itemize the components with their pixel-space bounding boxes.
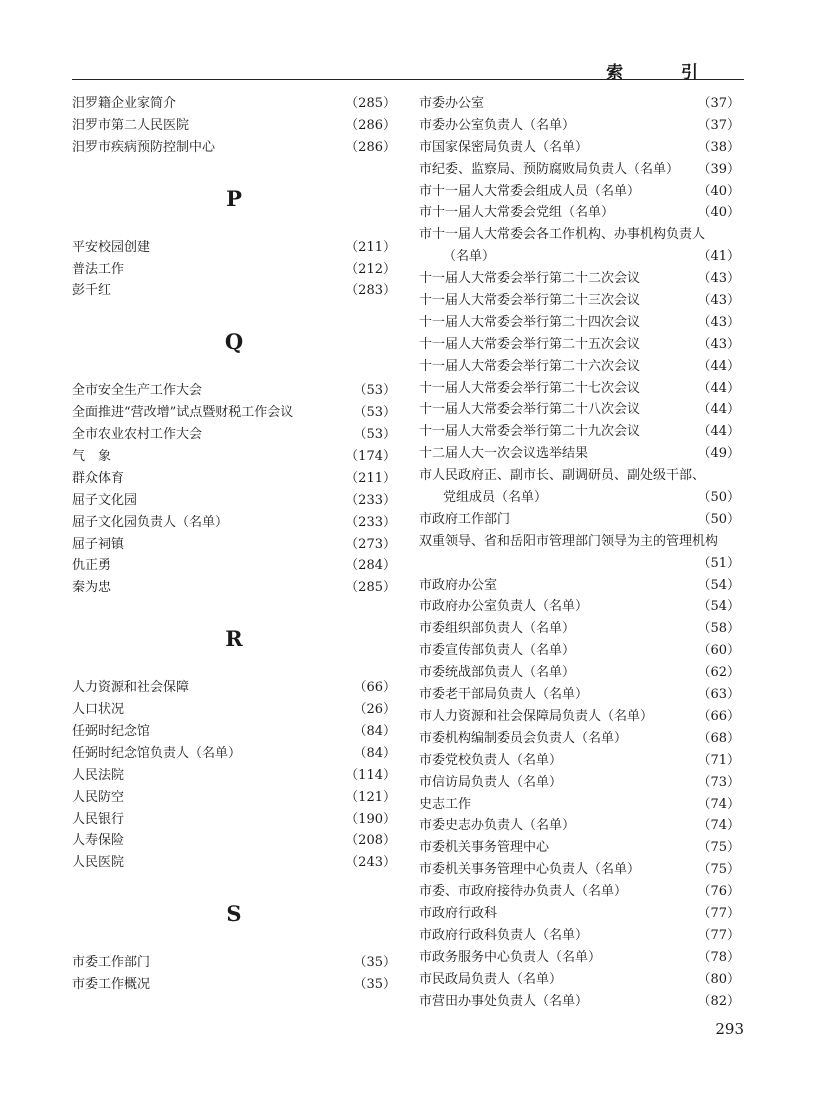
index-entry-page: （190） bbox=[345, 811, 396, 827]
index-entry bbox=[72, 446, 396, 468]
index-entry-term: 市信访局负责人（名单） bbox=[419, 774, 563, 790]
index-entry bbox=[419, 312, 740, 334]
index-entry-page: （76） bbox=[697, 884, 740, 900]
index-entry-term: 市委史志办负责人（名单） bbox=[419, 818, 576, 834]
index-entry-page: （38） bbox=[697, 139, 740, 155]
index-entry bbox=[419, 618, 740, 640]
index-entry-page: （286） bbox=[345, 117, 396, 133]
index-entry bbox=[72, 280, 396, 302]
index-entry-page: （58） bbox=[697, 621, 740, 637]
index-entry-page: （285） bbox=[345, 96, 396, 111]
index-entry bbox=[419, 684, 740, 706]
index-entry-page: （73） bbox=[697, 774, 740, 790]
index-entry bbox=[419, 509, 740, 531]
index-entry bbox=[72, 137, 396, 159]
index-right-column bbox=[419, 93, 740, 1012]
index-entry-page: （114） bbox=[345, 767, 396, 783]
index-entry-page: （44） bbox=[697, 358, 740, 374]
index-entry bbox=[419, 881, 740, 903]
index-entry bbox=[419, 837, 740, 859]
index-entry-term: 人寿保险 bbox=[72, 833, 125, 849]
index-entry-page: （43） bbox=[697, 271, 740, 287]
index-entry-term: 气 象 bbox=[72, 449, 112, 465]
index-entry-term: 人民银行 bbox=[72, 811, 125, 827]
index-entry bbox=[72, 424, 396, 446]
index-entry-term: 十一届人大常委会举行第二十五次会议 bbox=[419, 336, 641, 352]
index-entry-page: （283） bbox=[345, 283, 396, 299]
index-entry-term: 秦为忠 bbox=[72, 580, 112, 596]
index-entry-page: （121） bbox=[345, 789, 396, 805]
index-entry-term: 十一届人大常委会举行第二十四次会议 bbox=[419, 314, 641, 330]
index-entry bbox=[419, 443, 740, 465]
index-entry bbox=[419, 991, 740, 1013]
index-entry bbox=[419, 334, 740, 356]
index-entry-page: （54） bbox=[697, 599, 740, 615]
index-entry bbox=[72, 852, 396, 874]
index-entry bbox=[419, 356, 740, 378]
index-entry-term: 十一届人大常委会举行第二十七次会议 bbox=[419, 380, 641, 396]
index-entry-page: （284） bbox=[345, 558, 396, 574]
index-entry-term: 人口状况 bbox=[72, 702, 125, 718]
index-entry-page: （233） bbox=[345, 492, 396, 508]
index-entry bbox=[419, 115, 740, 137]
index-entry bbox=[419, 728, 740, 750]
section-letter-q: Q bbox=[224, 329, 244, 355]
index-entry-term: 十一届人大常委会举行第二十八次会议 bbox=[419, 402, 641, 418]
index-entry-term: 十一届人大常委会举行第二十九次会议 bbox=[419, 424, 641, 440]
index-entry-term: 全市安全生产工作大会 bbox=[72, 383, 203, 399]
index-left-column bbox=[72, 93, 396, 996]
index-entry-page: （35） bbox=[353, 955, 396, 971]
index-entry-page: （233） bbox=[345, 514, 396, 530]
index-entry-page: （71） bbox=[697, 752, 740, 768]
index-entry-page: （49） bbox=[697, 446, 740, 462]
section-letter-p: P bbox=[226, 185, 242, 211]
index-entry bbox=[72, 952, 396, 974]
index-entry-term: 市民政局负责人（名单） bbox=[419, 971, 563, 987]
index-entry-term: 全市农业农村工作大会 bbox=[72, 427, 203, 443]
index-entry bbox=[72, 237, 396, 259]
index-entry bbox=[419, 772, 740, 794]
index-entry-term: 市委统战部负责人（名单） bbox=[419, 665, 576, 681]
index-entry-term: 市委办公室负责人（名单） bbox=[419, 117, 576, 133]
index-entry bbox=[419, 137, 740, 159]
index-entry bbox=[419, 706, 740, 728]
index-entry bbox=[419, 181, 740, 203]
header-rule bbox=[72, 79, 744, 80]
index-entry-term: 市委组织部负责人（名单） bbox=[419, 621, 576, 637]
index-entry-page: （211） bbox=[345, 470, 396, 486]
index-entry bbox=[72, 699, 396, 721]
index-entry-term: 市人力资源和社会保障局负责人（名单） bbox=[419, 708, 654, 724]
index-entry-term: 市纪委、监察局、预防腐败局负责人（名单） bbox=[419, 161, 680, 177]
index-entry bbox=[72, 677, 396, 699]
running-header-title: 索 引 bbox=[606, 63, 724, 83]
index-entry-page: （75） bbox=[697, 862, 740, 878]
index-entry bbox=[419, 947, 740, 969]
index-entry bbox=[419, 399, 740, 421]
index-entry-page: （53） bbox=[353, 427, 396, 443]
index-entry-term: 党组成员（名单） bbox=[443, 490, 548, 506]
page-number: 293 bbox=[715, 1020, 744, 1038]
index-entry bbox=[72, 93, 396, 115]
index-entry bbox=[419, 93, 740, 115]
index-entry-page: （82） bbox=[697, 993, 740, 1009]
index-entry-page: （74） bbox=[697, 818, 740, 834]
index-entry-term: 市政府行政科负责人（名单） bbox=[419, 927, 589, 943]
index-entry-page: （77） bbox=[697, 927, 740, 943]
index-entry-term: （名单） bbox=[443, 249, 496, 265]
index-entry-term: 市国家保密局负责人（名单） bbox=[419, 139, 589, 155]
index-entry-page: （286） bbox=[345, 139, 396, 155]
index-entry-term: 市委工作概况 bbox=[72, 977, 151, 993]
section-s-entries-continued bbox=[419, 93, 740, 1012]
index-entry-page: （37） bbox=[697, 117, 740, 133]
section-r-entries bbox=[72, 677, 396, 874]
index-entry-page: （62） bbox=[697, 665, 740, 681]
index-entry-term: 十一届人大常委会举行第二十三次会议 bbox=[419, 293, 641, 309]
index-entry bbox=[419, 859, 740, 881]
index-entry-term: 屈子文化园 bbox=[72, 492, 138, 508]
index-entry-term: 市委老干部局负责人（名单） bbox=[419, 687, 589, 703]
index-entry bbox=[419, 662, 740, 684]
index-entry-page: （43） bbox=[697, 336, 740, 352]
index-entry-page: （40） bbox=[697, 183, 740, 199]
index-entry bbox=[419, 531, 740, 553]
index-entry-page: （50） bbox=[697, 490, 740, 506]
index-entry bbox=[72, 402, 396, 424]
index-entry bbox=[419, 487, 740, 509]
index-entry-term: 群众体育 bbox=[72, 470, 125, 486]
index-entry bbox=[419, 815, 740, 837]
index-entry bbox=[72, 259, 396, 281]
index-entry-term: 汨罗籍企业家简介 bbox=[72, 96, 177, 111]
index-entry-page: （53） bbox=[353, 405, 396, 421]
section-letter-r: R bbox=[225, 626, 243, 652]
index-entry-page: （63） bbox=[697, 687, 740, 703]
index-entry-term: 市营田办事处负责人（名单） bbox=[419, 993, 589, 1009]
index-entry-page: （84） bbox=[353, 745, 396, 761]
index-entry-term: 市政务服务中心负责人（名单） bbox=[419, 949, 602, 965]
index-entry bbox=[72, 809, 396, 831]
index-entry-page: （285） bbox=[345, 580, 396, 596]
index-entry-page: （50） bbox=[697, 511, 740, 527]
index-entry-term: 市委办公室 bbox=[419, 96, 485, 111]
index-entry-page: （273） bbox=[345, 536, 396, 552]
index-entry-term: 市十一届人大常委会组成人员（名单） bbox=[419, 183, 641, 199]
index-entry-term: 市委宣传部负责人（名单） bbox=[419, 643, 576, 659]
index-entry bbox=[419, 553, 740, 575]
index-entry bbox=[419, 202, 740, 224]
index-entry-page: （44） bbox=[697, 424, 740, 440]
index-entry-term: 市委工作部门 bbox=[72, 955, 151, 971]
index-entry-term: 史志工作 bbox=[419, 796, 472, 812]
index-entry-term: 市政府行政科 bbox=[419, 905, 498, 921]
index-entry-term: 市委党校负责人（名单） bbox=[419, 752, 563, 768]
index-entry-page: （40） bbox=[697, 205, 740, 221]
index-entry-term: 仇正勇 bbox=[72, 558, 112, 574]
index-entry-page: （41） bbox=[697, 249, 740, 265]
index-entry-term: 市委机构编制委员会负责人（名单） bbox=[419, 730, 628, 746]
index-entry bbox=[72, 555, 396, 577]
index-entry-page: （44） bbox=[697, 380, 740, 396]
index-entry bbox=[419, 378, 740, 400]
index-entry-page: （44） bbox=[697, 402, 740, 418]
index-entry-page: （43） bbox=[697, 293, 740, 309]
index-entry bbox=[72, 787, 396, 809]
index-entry-term: 屈子祠镇 bbox=[72, 536, 125, 552]
index-entry bbox=[72, 490, 396, 512]
index-entry-term: 市人民政府正、副市长、副调研员、副处级干部、 bbox=[419, 468, 706, 484]
index-entry-page: （68） bbox=[697, 730, 740, 746]
index-entry-page: （77） bbox=[697, 905, 740, 921]
index-entry bbox=[72, 512, 396, 534]
index-entry bbox=[419, 268, 740, 290]
index-entry-term: 市政府办公室 bbox=[419, 577, 498, 593]
index-entry-term: 市政府工作部门 bbox=[419, 511, 511, 527]
index-entry-term: 市政府办公室负责人（名单） bbox=[419, 599, 589, 615]
index-entry-term: 任弼时纪念馆 bbox=[72, 724, 151, 740]
section-s-entries bbox=[72, 952, 396, 996]
index-entry bbox=[72, 974, 396, 996]
index-entry-term: 普法工作 bbox=[72, 261, 125, 277]
index-entry bbox=[419, 969, 740, 991]
index-entry bbox=[419, 159, 740, 181]
index-entry bbox=[419, 750, 740, 772]
index-entry-page: （35） bbox=[353, 977, 396, 993]
index-entry bbox=[419, 596, 740, 618]
index-entry-page: （66） bbox=[353, 680, 396, 696]
index-entry-page: （54） bbox=[697, 577, 740, 593]
index-entry bbox=[72, 765, 396, 787]
index-entry-term: 人民防空 bbox=[72, 789, 125, 805]
index-entry-page: （60） bbox=[697, 643, 740, 659]
index-entry-term: 全面推进“营改增”试点暨财税工作会议 bbox=[72, 405, 294, 421]
index-entry-page: （174） bbox=[345, 449, 396, 465]
index-entry-term: 任弼时纪念馆负责人（名单） bbox=[72, 745, 242, 761]
index-entry-page: （84） bbox=[353, 724, 396, 740]
index-entry bbox=[72, 468, 396, 490]
index-entry-term: 十二届人大一次会议选举结果 bbox=[419, 446, 589, 462]
section-p-entries bbox=[72, 237, 396, 303]
index-entry-term: 彭千红 bbox=[72, 283, 112, 299]
index-entry-page: （74） bbox=[697, 796, 740, 812]
index-entry bbox=[419, 421, 740, 443]
index-entry bbox=[72, 721, 396, 743]
index-entry-page: （211） bbox=[345, 239, 396, 255]
index-entry-term: 双重领导、省和岳阳市管理部门领导为主的管理机构 bbox=[419, 533, 719, 549]
index-entry-page: （243） bbox=[345, 855, 396, 871]
index-entry-term: 汨罗市疾病预防控制中心 bbox=[72, 139, 216, 155]
index-entry bbox=[419, 925, 740, 947]
section-q-entries bbox=[72, 380, 396, 599]
index-entry-page: （53） bbox=[353, 383, 396, 399]
index-entry-term: 十一届人大常委会举行第二十六次会议 bbox=[419, 358, 641, 374]
index-entry-term: 平安校园创建 bbox=[72, 239, 151, 255]
index-entry-page: （51） bbox=[697, 555, 740, 571]
index-entry bbox=[72, 830, 396, 852]
index-entry bbox=[419, 794, 740, 816]
index-entry-page: （26） bbox=[353, 702, 396, 718]
index-entry bbox=[419, 575, 740, 597]
index-entry bbox=[419, 246, 740, 268]
index-entry bbox=[72, 534, 396, 556]
index-entry-term: 人民医院 bbox=[72, 855, 125, 871]
index-entry bbox=[419, 903, 740, 925]
section-letter-s: S bbox=[226, 901, 242, 927]
index-entry bbox=[72, 743, 396, 765]
index-entry-term: 人民法院 bbox=[72, 767, 125, 783]
index-entry-page: （78） bbox=[697, 949, 740, 965]
index-entry-page: （39） bbox=[697, 161, 740, 177]
index-entry bbox=[419, 640, 740, 662]
index-entry bbox=[419, 224, 740, 246]
index-entry bbox=[72, 115, 396, 137]
index-entry-term: 市委、市政府接待办负责人（名单） bbox=[419, 884, 628, 900]
index-entry bbox=[419, 290, 740, 312]
index-entry-term: 屈子文化园负责人（名单） bbox=[72, 514, 229, 530]
index-entry-page: （43） bbox=[697, 314, 740, 330]
index-entry-page: （80） bbox=[697, 971, 740, 987]
index-entry bbox=[72, 380, 396, 402]
index-entry-term: 市委机关事务管理中心负责人（名单） bbox=[419, 862, 641, 878]
index-entry bbox=[72, 577, 396, 599]
index-entry-page: （208） bbox=[345, 833, 396, 849]
index-entry-page: （37） bbox=[697, 96, 740, 111]
index-entry-term: 十一届人大常委会举行第二十二次会议 bbox=[419, 271, 641, 287]
index-entry-term: 市十一届人大常委会各工作机构、办事机构负责人 bbox=[419, 227, 706, 243]
index-entry-page: （75） bbox=[697, 840, 740, 856]
index-entry-term: 市十一届人大常委会党组（名单） bbox=[419, 205, 615, 221]
index-entry-page: （212） bbox=[345, 261, 396, 277]
index-entry-page: （66） bbox=[697, 708, 740, 724]
index-entry bbox=[419, 465, 740, 487]
index-entry-term: 汨罗市第二人民医院 bbox=[72, 117, 190, 133]
index-entry-term: 市委机关事务管理中心 bbox=[419, 840, 550, 856]
entries-continued bbox=[72, 93, 396, 159]
index-entry-term: 人力资源和社会保障 bbox=[72, 680, 190, 696]
